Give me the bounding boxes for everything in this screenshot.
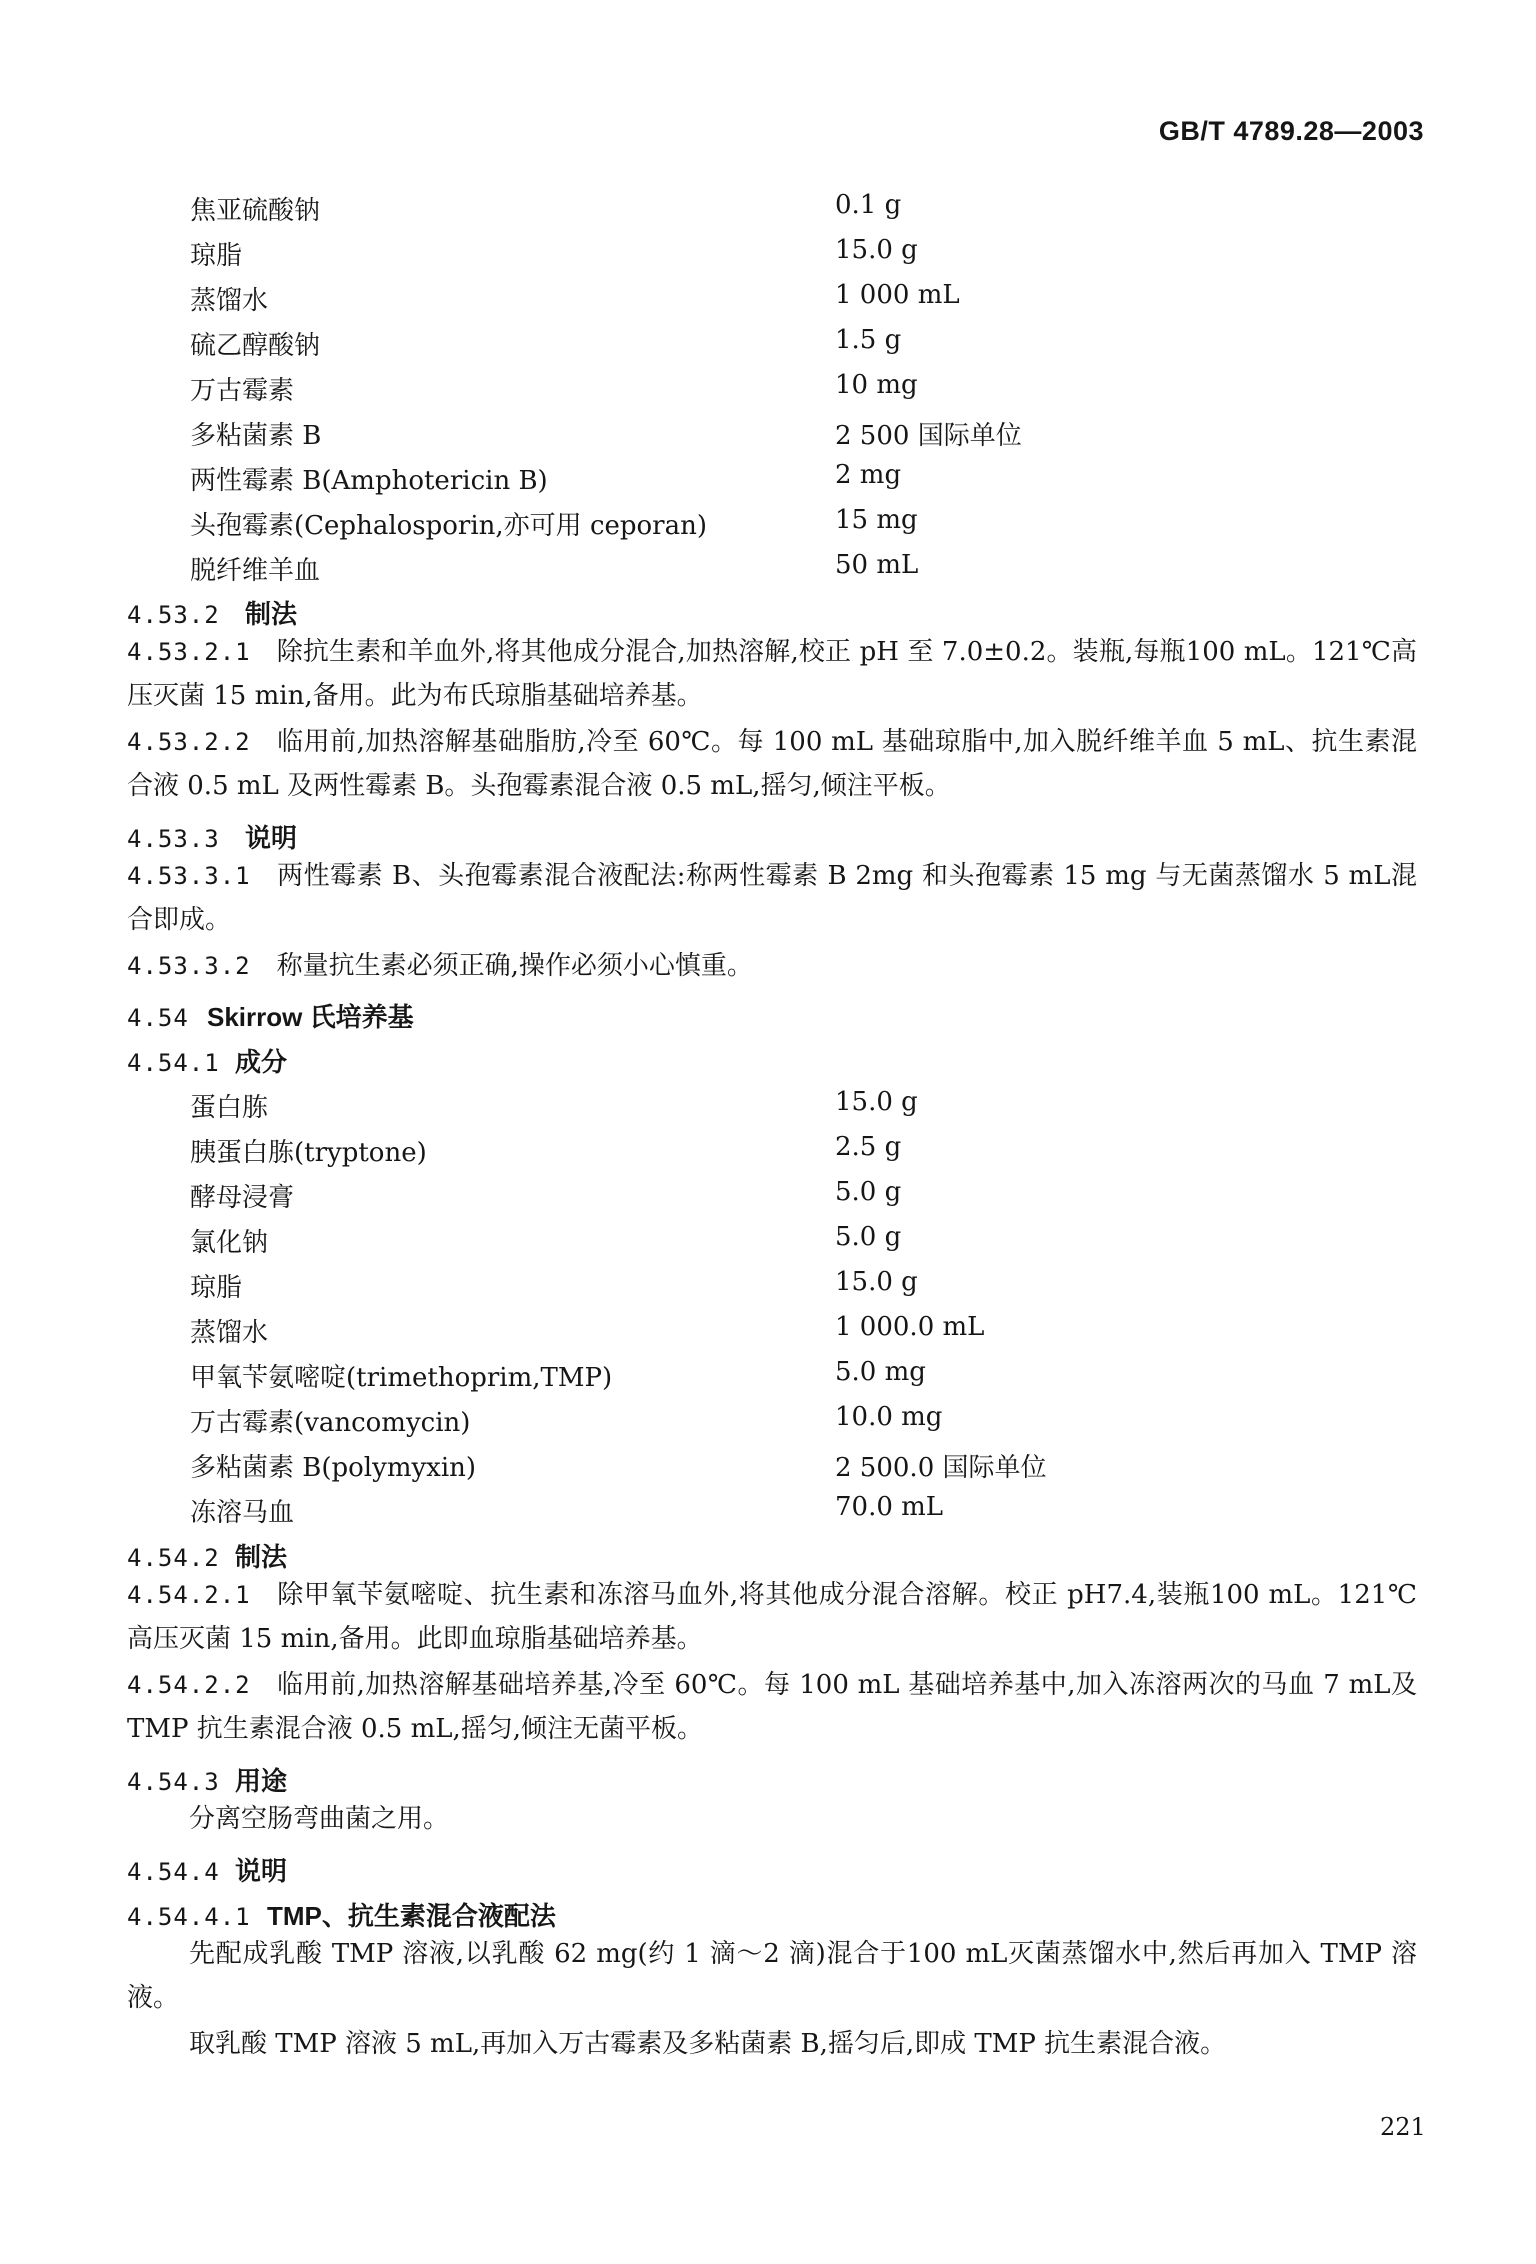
ingredient-name: 酵母浸膏 [190, 1183, 295, 1213]
body-paragraph: 取乳酸 TMP 溶液 5 mL,再加入万古霉素及多粘菌素 B,摇匀后,即成 TMP 抗生素混合液。 [189, 2029, 1227, 2059]
section-number: 4.54.3 [127, 1768, 220, 1796]
section-heading [127, 594, 297, 631]
ingredient-amount: 15 mg [835, 505, 918, 535]
section-number: 4.54 [127, 1004, 189, 1032]
section-number: 4.53.2 [127, 601, 220, 629]
clause-text: 两性霉素 B、头孢霉素混合液配法:称两性霉素 B 2mg 和头孢霉素 15 mg 与无菌蒸馏水 5 mL混合即成。 [127, 861, 1417, 935]
ingredient-name: 冻溶马血 [190, 1498, 295, 1528]
ingredient-name: 琼脂 [190, 241, 243, 271]
ingredient-name: 氯化钠 [190, 1228, 269, 1258]
ingredient-amount: 15.0 g [835, 1087, 918, 1117]
section-title: TMP、抗生素混合液配法 [267, 1901, 556, 1931]
section-heading [127, 1042, 287, 1079]
section-title: 制法 [245, 599, 298, 629]
ingredient-amount: 5.0 mg [835, 1357, 926, 1387]
section-heading [127, 1537, 287, 1574]
ingredient-name: 琼脂 [190, 1273, 243, 1303]
body-paragraph: 分离空肠弯曲菌之用。 [189, 1804, 450, 1834]
clause-text: 临用前,加热溶解基础培养基,冷至 60℃。每 100 mL 基础培养基中,加入冻溶两次的马血 7 mL及 TMP 抗生素混合液 0.5 mL,摇匀,倾注无菌平板。 [127, 1670, 1417, 1744]
ingredient-name: 脱纤维羊血 [190, 556, 321, 586]
ingredient-amount: 10.0 mg [835, 1402, 943, 1432]
clause-paragraph [127, 1663, 1417, 1751]
ingredient-amount: 50 mL [835, 550, 919, 580]
ingredient-name: 头孢霉素(Cephalosporin,亦可用 ceporan) [190, 511, 708, 541]
clause-text: 称量抗生素必须正确,操作必须小心慎重。 [276, 951, 753, 981]
ingredient-name: 焦亚硫酸钠 [190, 196, 321, 226]
ingredient-amount: 5.0 g [835, 1222, 902, 1252]
section-number: 4.54.2 [127, 1544, 220, 1572]
ingredient-name: 硫乙醇酸钠 [190, 331, 321, 361]
section-number: 4.54.1 [127, 1049, 220, 1077]
clause-number: 4.53.3.2 [127, 952, 251, 980]
section-title: Skirrow 氏培养基 [207, 1002, 414, 1032]
section-title: 制法 [235, 1542, 288, 1572]
ingredient-name: 甲氧苄氨嘧啶(trimethoprim,TMP) [190, 1363, 613, 1393]
section-heading [127, 1851, 287, 1888]
ingredient-name: 万古霉素 [190, 376, 295, 406]
ingredient-amount: 1.5 g [835, 325, 902, 355]
ingredient-amount: 1 000 mL [835, 280, 960, 310]
clause-number: 4.53.2.2 [127, 728, 251, 756]
section-title: 说明 [245, 823, 298, 853]
ingredient-amount: 2 500 国际单位 [835, 421, 1022, 451]
section-number: 4.54.4 [127, 1858, 220, 1886]
section-number: 4.54.4.1 [127, 1903, 251, 1931]
section-title: 说明 [235, 1856, 288, 1886]
ingredient-amount: 0.1 g [835, 190, 902, 220]
clause-paragraph [127, 630, 1417, 718]
ingredient-amount: 2.5 g [835, 1132, 902, 1162]
section-heading [127, 818, 297, 855]
ingredient-name: 蛋白胨 [190, 1093, 269, 1123]
ingredient-amount: 10 mg [835, 370, 918, 400]
clause-paragraph [127, 720, 1417, 808]
ingredient-name: 胰蛋白胨(tryptone) [190, 1138, 427, 1168]
section-heading [127, 997, 414, 1034]
ingredient-amount: 70.0 mL [835, 1492, 944, 1522]
clause-paragraph [127, 1573, 1417, 1661]
section-title: 用途 [235, 1766, 288, 1796]
page-number: 221 [1380, 2113, 1426, 2141]
ingredient-name: 多粘菌素 B(polymyxin) [190, 1453, 477, 1483]
ingredient-amount: 5.0 g [835, 1177, 902, 1207]
clause-number: 4.53.2.1 [127, 638, 251, 666]
ingredient-name: 蒸馏水 [190, 286, 269, 316]
body-paragraph: 先配成乳酸 TMP 溶液,以乳酸 62 mg(约 1 滴～2 滴)混合于100 mL灭菌蒸馏水中,然后再加入 TMP 溶液。 [127, 1939, 1417, 2013]
ingredient-name: 万古霉素(vancomycin) [190, 1408, 471, 1438]
section-title: 成分 [235, 1047, 288, 1077]
ingredient-name: 蒸馏水 [190, 1318, 269, 1348]
clause-number: 4.53.3.1 [127, 862, 251, 890]
ingredient-amount: 2 500.0 国际单位 [835, 1453, 1047, 1483]
ingredient-amount: 1 000.0 mL [835, 1312, 985, 1342]
section-number: 4.53.3 [127, 825, 220, 853]
ingredient-amount: 15.0 g [835, 235, 918, 265]
ingredient-amount: 15.0 g [835, 1267, 918, 1297]
clause-text: 临用前,加热溶解基础脂肪,冷至 60℃。每 100 mL 基础琼脂中,加入脱纤维羊血 5 mL、抗生素混合液 0.5 mL 及两性霉素 B。头孢霉素混合液 0.5 mL,摇匀,倾注平板。 [127, 727, 1417, 801]
section-heading [127, 1896, 556, 1933]
section-heading [127, 1761, 287, 1798]
clause-text: 除甲氧苄氨嘧啶、抗生素和冻溶马血外,将其他成分混合溶解。校正 pH7.4,装瓶100 mL。121℃高压灭菌 15 min,备用。此即血琼脂基础培养基。 [127, 1580, 1417, 1654]
standard-code: GB/T 4789.28—2003 [1158, 116, 1424, 146]
ingredient-amount: 2 mg [835, 460, 902, 490]
clause-paragraph [127, 854, 1417, 942]
clause-number: 4.54.2.2 [127, 1671, 251, 1699]
clause-text: 除抗生素和羊血外,将其他成分混合,加热溶解,校正 pH 至 7.0±0.2。装瓶,每瓶100 mL。121℃高压灭菌 15 min,备用。此为布氏琼脂基础培养基。 [127, 637, 1417, 711]
ingredient-name: 多粘菌素 B [190, 421, 322, 451]
clause-number: 4.54.2.1 [127, 1581, 251, 1609]
clause-paragraph [127, 944, 1417, 988]
ingredient-name: 两性霉素 B(Amphotericin B) [190, 466, 548, 496]
